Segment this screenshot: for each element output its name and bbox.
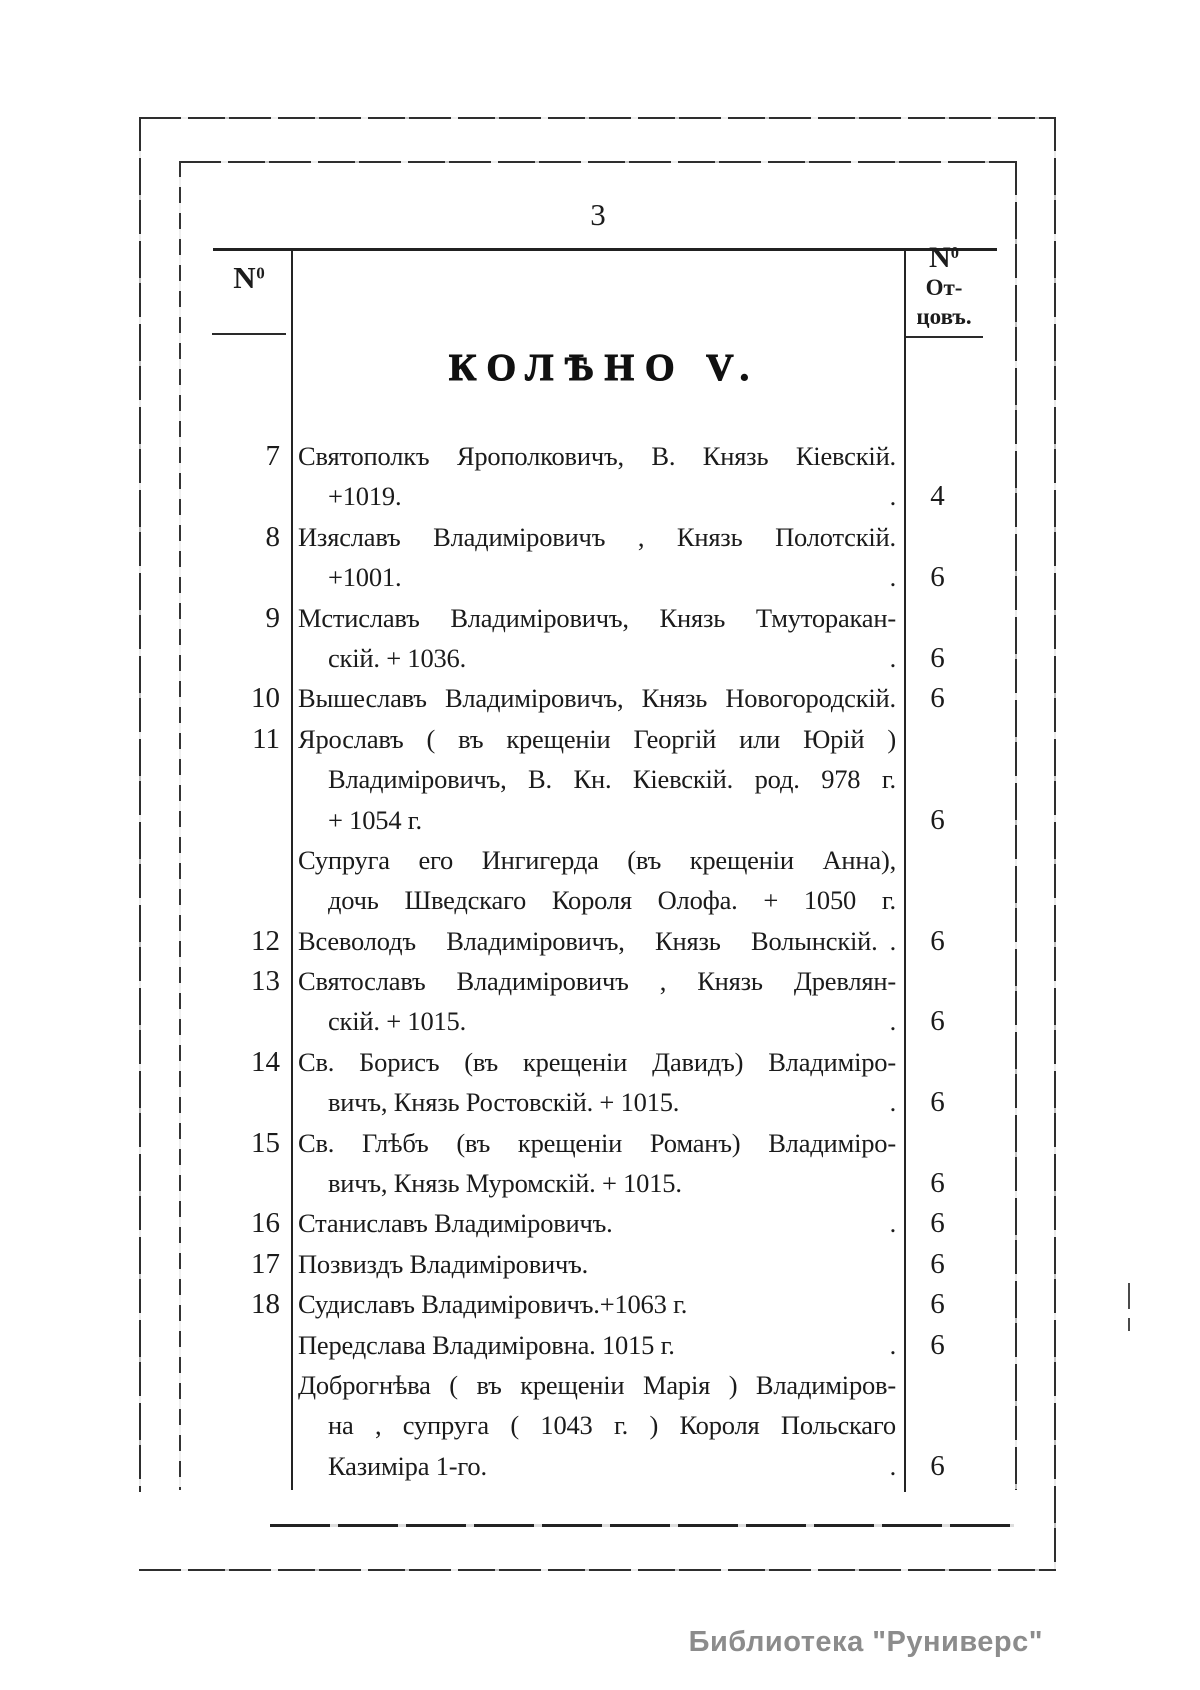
row-text: Вышеславъ Владиміровичъ, Князь Новогородскій. xyxy=(298,683,896,714)
no-column-underline xyxy=(212,333,286,335)
row-end-dot: . xyxy=(889,1208,896,1239)
row-text: Станиславъ Владиміровичъ. . xyxy=(291,1203,904,1243)
table-bottom-rule xyxy=(270,1524,1014,1527)
row-number xyxy=(179,840,291,880)
table-row xyxy=(179,1446,1017,1486)
row-text: Мстиславъ Владиміровичъ, Князь Тмуторакан- xyxy=(298,602,896,633)
row-fathers-number xyxy=(904,1365,1017,1405)
row-number xyxy=(179,800,291,840)
row-end-dot: . xyxy=(889,1329,896,1360)
table-row xyxy=(179,476,1017,516)
row-fathers-number xyxy=(904,1123,1017,1163)
fathers-column-underline xyxy=(906,336,983,338)
row-text: вичъ, Князь Ростовскій. + 1015. . xyxy=(291,1082,904,1122)
row-text: Казиміра 1-го. . xyxy=(291,1446,904,1486)
row-number xyxy=(179,1001,291,1041)
row-number: 17 xyxy=(251,1247,280,1280)
outer-frame-right-line xyxy=(1054,117,1056,1571)
row-fathers-number: 6 xyxy=(930,1086,945,1119)
row-number: 13 xyxy=(251,965,280,998)
row-fathers-number xyxy=(904,840,1017,880)
row-number: 18 xyxy=(251,1288,280,1321)
table-row xyxy=(179,1123,1017,1163)
library-watermark: Библиотека "Руниверс" xyxy=(688,1626,1043,1658)
row-text: Доброгнѣва ( въ крещеніи Марія ) Владиміров- xyxy=(298,1369,896,1400)
table-row xyxy=(179,638,1017,678)
row-number xyxy=(179,1446,291,1486)
number-header-sup: 0 xyxy=(256,263,265,283)
number-header-base: N xyxy=(233,260,257,295)
row-number xyxy=(179,557,291,597)
row-text: Св. Борисъ (въ крещеніи Давидъ) Владиміро- xyxy=(298,1046,896,1077)
row-fathers-number: 6 xyxy=(930,1167,945,1200)
row-number xyxy=(179,476,291,516)
table-row xyxy=(179,436,1017,476)
row-fathers-number xyxy=(904,719,1017,759)
row-text: дочь Шведскаго Короля Олофа. + 1050 г. xyxy=(328,885,896,916)
outer-frame-top-line xyxy=(139,117,1056,119)
row-number: 16 xyxy=(251,1207,280,1240)
row-fathers-number: 4 xyxy=(930,480,945,513)
table-top-rule xyxy=(213,248,997,251)
row-number: 15 xyxy=(251,1126,280,1159)
row-number: 11 xyxy=(252,722,280,755)
table-row xyxy=(179,1001,1017,1041)
row-text: Позвиздъ Владиміровичъ. xyxy=(298,1248,589,1279)
row-end-dot: . xyxy=(889,1087,896,1118)
table-row xyxy=(179,598,1017,638)
generation-title: КОЛѢНО V. xyxy=(448,347,761,389)
row-fathers-number: 6 xyxy=(930,641,945,674)
row-fathers-number: 6 xyxy=(930,1449,945,1482)
table-row xyxy=(179,1365,1017,1405)
row-text: скій. + 1036. . xyxy=(291,638,904,678)
row-fathers-number xyxy=(904,517,1017,557)
table-row xyxy=(179,759,1017,799)
fathers-column-header xyxy=(903,238,985,331)
row-fathers-number xyxy=(904,1405,1017,1445)
table-row xyxy=(179,1244,1017,1284)
scan-speck xyxy=(1128,1318,1130,1331)
table-row xyxy=(179,1325,1017,1365)
table-row xyxy=(179,1203,1017,1243)
fathers-header-ot: От- xyxy=(925,275,963,301)
row-fathers-number xyxy=(904,759,1017,799)
row-number xyxy=(179,759,291,799)
row-text: Изяславъ Владиміровичъ , Князь Полотскій. xyxy=(298,521,896,552)
table-row xyxy=(179,1405,1017,1445)
table-row xyxy=(179,557,1017,597)
row-end-dot: . xyxy=(889,1450,896,1481)
row-number xyxy=(179,1405,291,1445)
row-text: Судиславъ Владиміровичъ.+1063 г. xyxy=(298,1289,688,1320)
row-fathers-number xyxy=(904,598,1017,638)
inner-frame-top-line xyxy=(179,161,1017,163)
row-fathers-number xyxy=(904,1042,1017,1082)
table-row xyxy=(179,1163,1017,1203)
table-row xyxy=(179,719,1017,759)
row-fathers-number: 6 xyxy=(930,803,945,836)
row-fathers-number: 6 xyxy=(930,1005,945,1038)
row-end-dot: . xyxy=(889,1006,896,1037)
row-number xyxy=(179,1163,291,1203)
row-end-dot: . xyxy=(889,562,896,593)
row-text: скій. + 1015. . xyxy=(291,1001,904,1041)
row-text: Передслава Владиміровна. 1015 г. . xyxy=(291,1325,904,1365)
row-number: 14 xyxy=(251,1045,280,1078)
fathers-header-cov: цовъ. xyxy=(916,304,972,330)
row-end-dot: . xyxy=(889,481,896,512)
scan-speck xyxy=(1128,1283,1130,1309)
table-row xyxy=(179,1082,1017,1122)
table-row xyxy=(179,1284,1017,1324)
row-text: Св. Глѣбъ (въ крещеніи Романъ) Владиміро- xyxy=(298,1127,896,1158)
row-end-dot: . xyxy=(889,642,896,673)
row-fathers-number xyxy=(904,436,1017,476)
row-number xyxy=(179,1365,291,1405)
row-end-dot: . xyxy=(889,925,896,956)
row-text: Всеволодъ Владиміровичъ, Князь Волынскій. . xyxy=(291,921,904,961)
row-text: Святославъ Владиміровичъ , Князь Древлян- xyxy=(298,966,896,997)
table-row xyxy=(179,678,1017,718)
row-number: 8 xyxy=(265,520,280,553)
row-text: вичъ, Князь Муромскій. + 1015. xyxy=(328,1168,682,1199)
table-row xyxy=(179,880,1017,920)
row-fathers-number: 6 xyxy=(930,561,945,594)
table-row xyxy=(179,840,1017,880)
row-fathers-number: 6 xyxy=(930,1207,945,1240)
table-row xyxy=(179,961,1017,1001)
row-text: Супруга его Ингигерда (въ крещеніи Анна), xyxy=(298,844,896,875)
row-fathers-number xyxy=(904,880,1017,920)
row-text: на , супруга ( 1043 г. ) Короля Польскаго xyxy=(328,1410,896,1441)
row-number xyxy=(179,638,291,678)
table-row xyxy=(179,800,1017,840)
row-number xyxy=(179,880,291,920)
row-number: 10 xyxy=(251,682,280,715)
page-number: 3 xyxy=(590,197,606,232)
row-text: Святополкъ Ярополковичъ, В. Князь Кіевскій. xyxy=(298,441,896,471)
row-text: +1001. . xyxy=(291,557,904,597)
fathers-header-no: $N^0$ xyxy=(929,241,959,275)
table-rows xyxy=(179,436,1017,1486)
number-column-header xyxy=(212,260,286,296)
outer-frame-left-line xyxy=(139,117,141,1492)
row-number xyxy=(179,1325,291,1365)
row-fathers-number: 6 xyxy=(930,1328,945,1361)
row-fathers-number: 6 xyxy=(930,682,945,715)
row-fathers-number: 6 xyxy=(930,1247,945,1280)
row-fathers-number xyxy=(904,961,1017,1001)
row-text: Ярославъ ( въ крещеніи Георгій или Юрій ) xyxy=(298,723,896,754)
row-text: + 1054 г. xyxy=(328,804,422,835)
row-text: +1019. . xyxy=(291,476,904,516)
outer-frame-bottom-line xyxy=(139,1569,1056,1571)
table-row xyxy=(179,921,1017,961)
row-text: Владиміровичъ, В. Кн. Кіевскій. род. 978 г. xyxy=(328,764,896,795)
row-number: 12 xyxy=(251,924,280,957)
row-fathers-number: 6 xyxy=(930,1288,945,1321)
table-row xyxy=(179,1042,1017,1082)
table-row xyxy=(179,517,1017,557)
row-fathers-number: 6 xyxy=(930,924,945,957)
row-number xyxy=(179,1082,291,1122)
row-number: 9 xyxy=(265,601,280,634)
row-number: 7 xyxy=(265,440,280,472)
